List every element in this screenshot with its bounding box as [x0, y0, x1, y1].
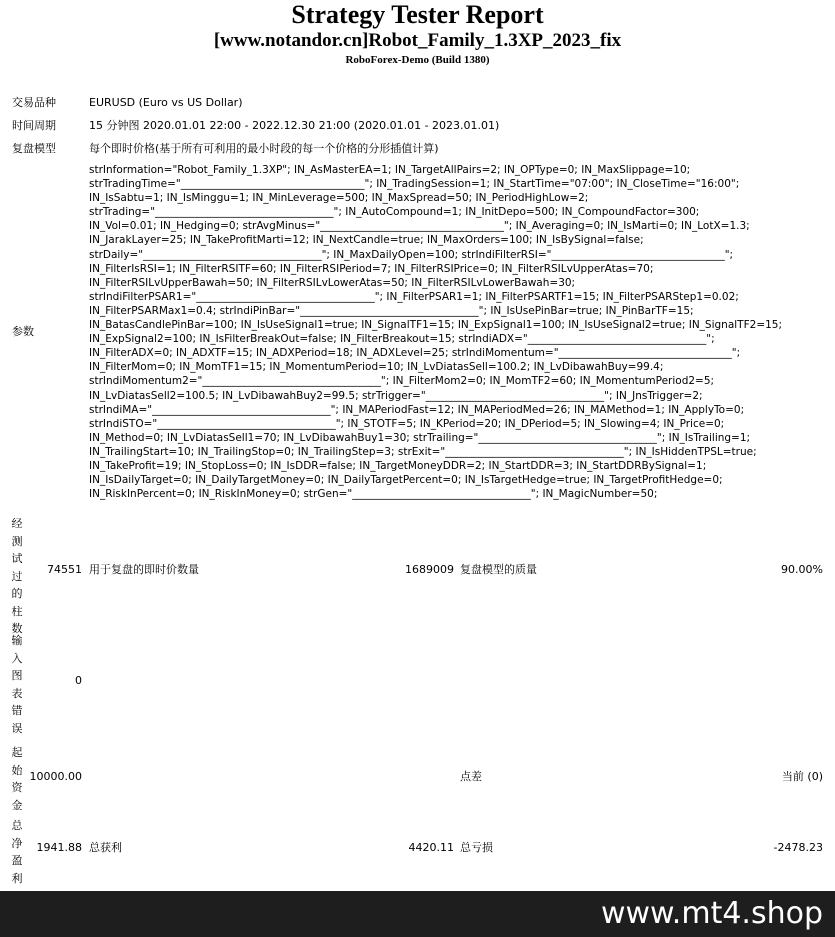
gross-loss-label: 总亏损 [460, 841, 493, 854]
server-build: RoboForex-Demo (Build 1380) [345, 54, 490, 66]
report-subtitle: [www.notandor.cn]Robot_Family_1.3XP_2023_fix [213, 30, 622, 51]
param-line: IN_Vol=0.01; IN_Hedging=0; strAvgMinus="___________________________________"; IN_Averaging=0; IN_IsMarti=0; IN_LotX=1.3; [89, 220, 750, 233]
watermark-text: www.mt4.shop [600, 896, 823, 931]
chart-errors-label: 输入图表错误 [11, 634, 23, 735]
param-line: strIndiMomentum2="__________________________________"; IN_FilterMom2=0; IN_MomTF2=60; IN_MomentumPeriod2=5; [89, 375, 715, 388]
params-block [89, 163, 829, 501]
param-line: IN_JarakLayer=25; IN_TakeProfitMarti=12; IN_NextCandle=true; IN_MaxOrders=100; IN_IsBySignal=false; [89, 234, 644, 247]
bars-tested-value: 74551 [47, 563, 82, 576]
report-title: Strategy Tester Report [291, 0, 544, 29]
param-line: strIndiFilterPSAR1="__________________________________"; IN_FilterPSAR1=1; IN_FilterPSARTF1=15; IN_FilterPSARStep1=0.02; [89, 290, 739, 303]
param-line: IN_TrailingStart=10; IN_TrailingStop=0; IN_TrailingStep=3; strExit="__________________________________"; IN_IsHiddenTPSL=true; [89, 445, 757, 458]
net-profit-value: 1941.88 [36, 841, 82, 854]
param-line: strDaily="__________________________________"; IN_MaxDailyOpen=100; strIndiFilterRSI="_________________________________"; [89, 248, 734, 261]
param-line: IN_TakeProfit=19; IN_StopLoss=0; IN_IsDDR=false; IN_TargetMoneyDDR=2; IN_StartDDR=3; IN_StartDDRBySignal=1; [89, 459, 707, 472]
param-line: strIndiMA="__________________________________"; IN_MAPeriodFast=12; IN_MAPeriodMed=26; IN_MAMethod=1; IN_ApplyTo=0; [89, 403, 745, 416]
param-line: strTrading="__________________________________"; IN_AutoCompound=1; IN_InitDepo=500; IN_CompoundFactor=300; [89, 206, 700, 219]
params-label: 参数 [12, 325, 34, 338]
watermark-banner [0, 891, 835, 937]
chart-errors-value: 0 [75, 674, 82, 687]
ticks-label: 用于复盘的即时价数量 [89, 563, 199, 576]
symbol-label: 交易品种 [12, 96, 56, 109]
param-line: IN_BatasCandlePinBar=100; IN_IsUseSignal1=true; IN_SignalTF1=15; IN_ExpSignal1=100; IN_IsUseSignal2=true; IN_SignalTF2=15; [89, 319, 783, 332]
param-line: IN_IsSabtu=1; IN_IsMinggu=1; IN_MinLeverage=500; IN_MaxSpread=50; IN_PeriodHighLow=2; [89, 192, 589, 205]
param-line: strTradingTime="___________________________________"; IN_TradingSession=1; IN_StartTime="07:00"; IN_CloseTime="16:00"; [89, 178, 740, 191]
gross-loss-value: -2478.23 [773, 841, 823, 854]
param-line: IN_FilterIsRSI=1; IN_FilterRSITF=60; IN_FilterRSIPeriod=7; IN_FilterRSIPrice=0; IN_FilterRSILvUpperAtas=70; [89, 262, 654, 275]
period-value: 15 分钟图 2020.01.01 22:00 - 2022.12.30 21:00 (2020.01.01 - 2023.01.01) [89, 119, 500, 132]
param-line: IN_IsDailyTarget=0; IN_DailyTargetMoney=0; IN_DailyTargetPercent=0; IN_IsTargetHedge=true; IN_TargetProfitHedge=0; [89, 474, 723, 487]
net-profit-label: 总净盈利 [11, 819, 23, 885]
param-line: IN_RiskInPercent=0; IN_RiskInMoney=0; strGen="__________________________________"; IN_MagicNumber=50; [89, 488, 658, 501]
initial-deposit-value: 10000.00 [29, 770, 82, 783]
quality-value: 90.00% [781, 563, 823, 576]
param-line: IN_FilterMom=0; IN_MomTF1=15; IN_MomentumPeriod=10; IN_LvDiatasSell=100.2; IN_LvDibawahBuy=99.4; [89, 361, 664, 374]
quality-label: 复盘模型的质量 [460, 563, 537, 576]
param-line: strInformation="Robot_Family_1.3XP"; IN_AsMasterEA=1; IN_TargetAllPairs=2; IN_OPType=0; IN_MaxSlippage=10; [89, 164, 691, 176]
ticks-value: 1689009 [405, 563, 454, 576]
param-line: strIndiSTO="__________________________________"; IN_STOTF=5; IN_KPeriod=20; IN_DPeriod=5; IN_Slowing=4; IN_Price=0; [89, 417, 725, 430]
param-line: IN_FilterRSILvUpperBawah=50; IN_FilterRSILvLowerAtas=50; IN_FilterRSILvLowerBawah=30; [89, 276, 576, 289]
spread-label: 点差 [460, 770, 482, 783]
bars-tested-label: 经测试过的柱数 [11, 517, 23, 635]
model-label: 复盘模型 [12, 142, 56, 155]
model-value: 每个即时价格(基于所有可利用的最小时段的每一个价格的分形插值计算) [89, 142, 439, 155]
param-line: IN_FilterPSARMax1=0.4; strIndiPinBar="__________________________________"; IN_IsUsePinBar=true; IN_PinBarTF=15; [89, 304, 694, 317]
gross-profit-label: 总获利 [89, 841, 122, 854]
initial-deposit-label: 起始资金 [11, 746, 23, 812]
symbol-value: EURUSD (Euro vs US Dollar) [89, 96, 243, 109]
param-line: IN_Method=0; IN_LvDiatasSell1=70; IN_LvDibawahBuy1=30; strTrailing="__________________________________"; IN_IsTrailing=1; [89, 431, 751, 444]
param-line: IN_FilterADX=0; IN_ADXTF=15; IN_ADXPeriod=18; IN_ADXLevel=25; strIndiMomentum="_________________________________"; [89, 347, 741, 360]
param-line: IN_ExpSignal2=100; IN_IsFilterBreakOut=false; IN_FilterBreakout=15; strIndiADX="__________________________________"; [89, 333, 715, 346]
period-label: 时间周期 [12, 119, 56, 132]
spread-value: 当前 (0) [781, 770, 823, 783]
gross-profit-value: 4420.11 [408, 841, 454, 854]
param-line: IN_LvDiatasSell2=100.5; IN_LvDibawahBuy2=99.5; strTrigger="__________________________________"; IN_JnsTrigger=2; [89, 389, 703, 402]
